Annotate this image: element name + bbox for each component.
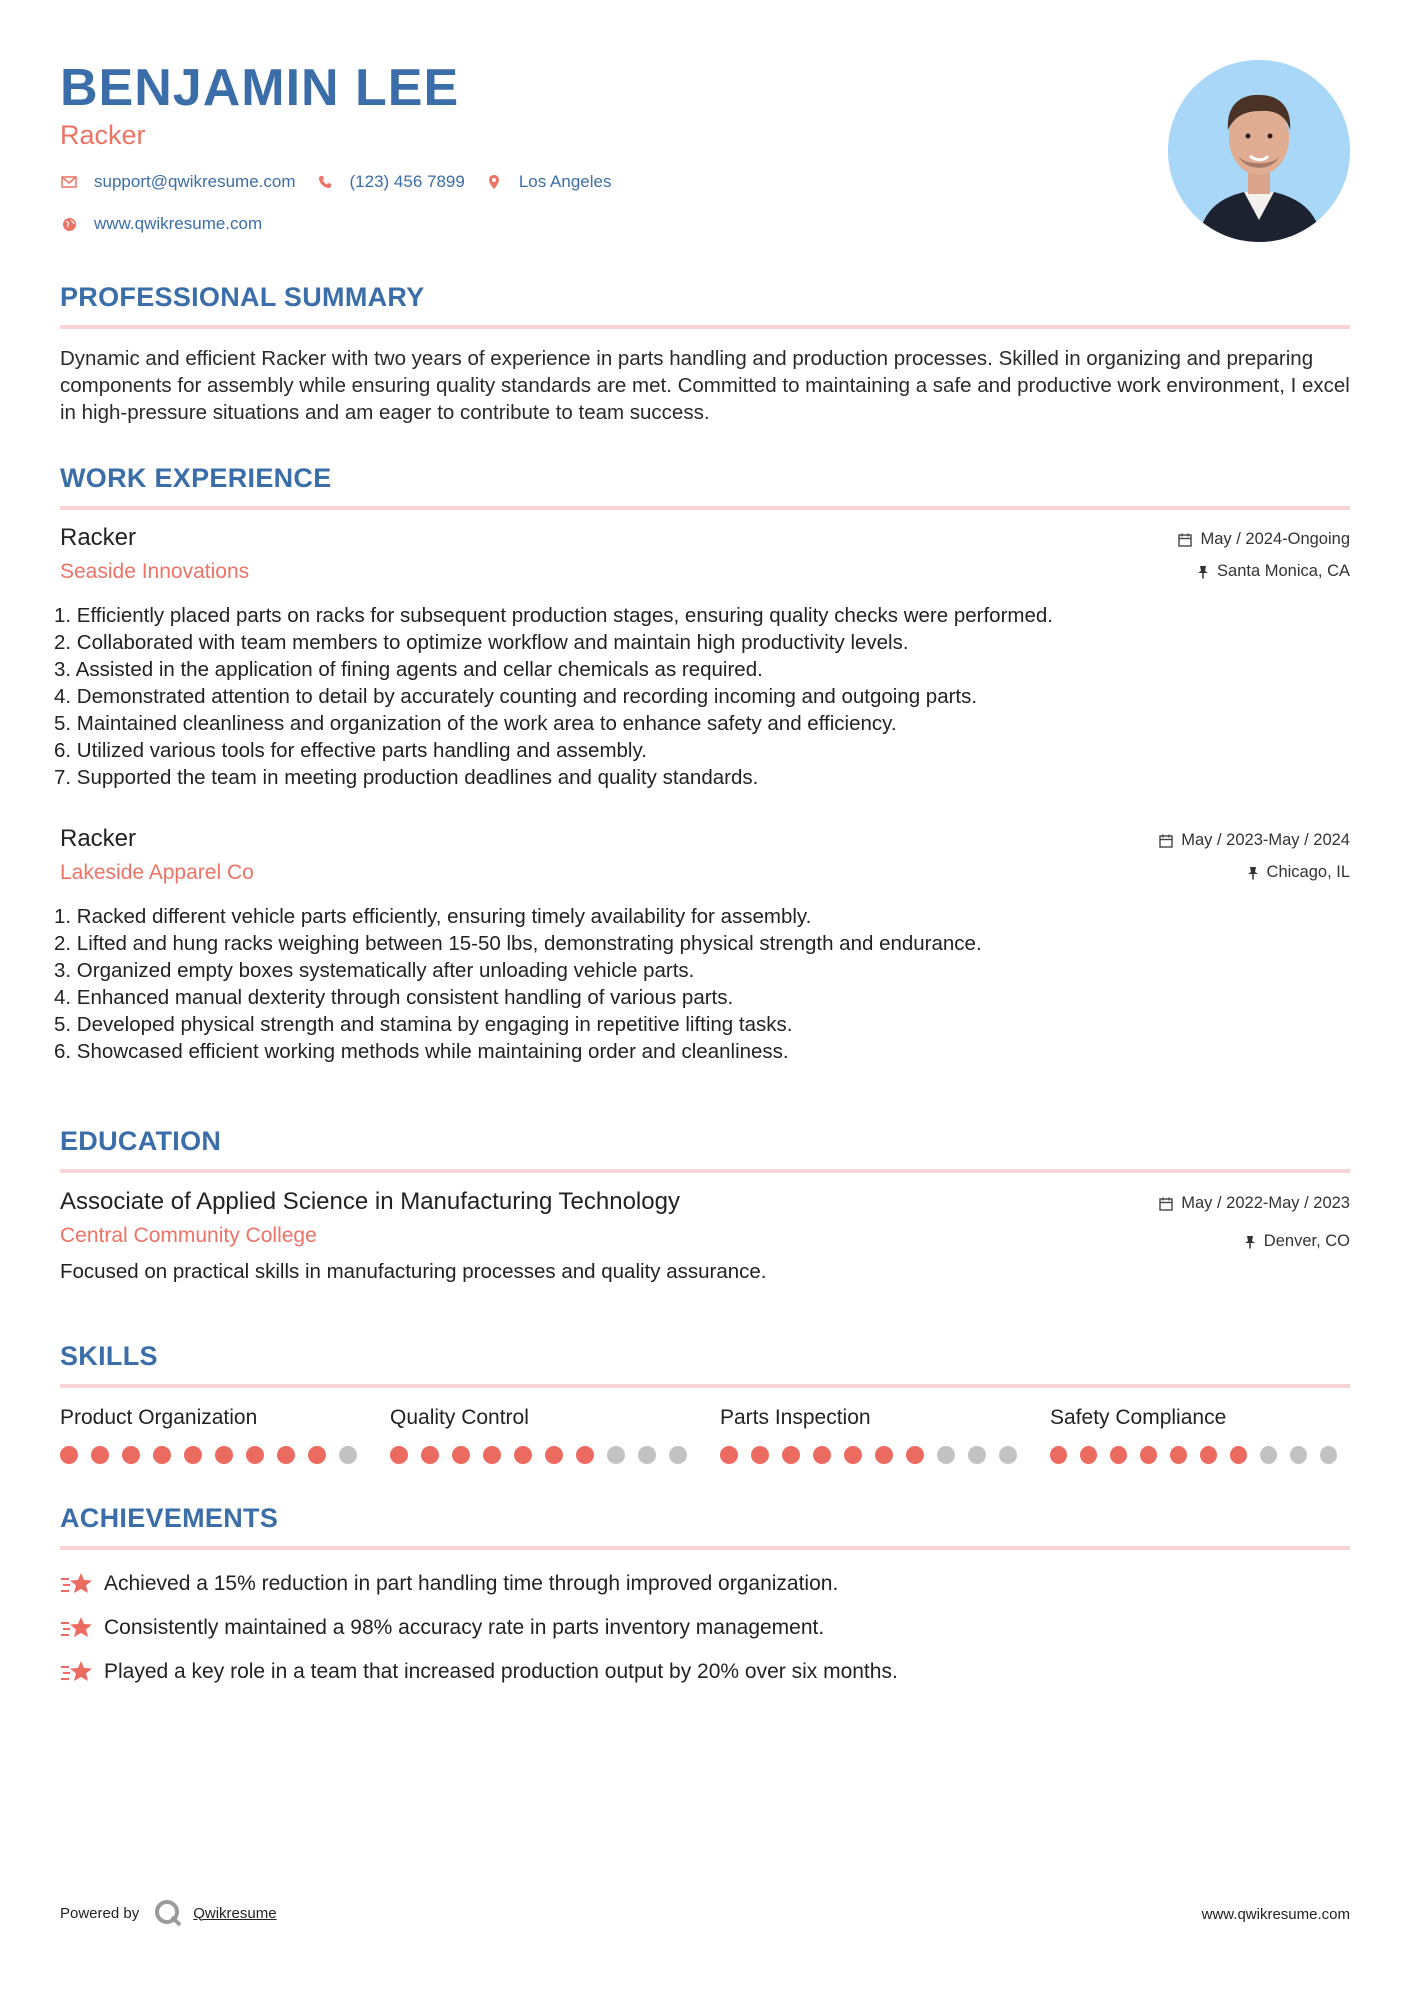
- skill-dot-empty: [1320, 1446, 1337, 1464]
- skill-dot-empty: [607, 1446, 625, 1464]
- skill-dot-filled: [246, 1446, 264, 1464]
- skill-name: Quality Control: [390, 1406, 529, 1429]
- website-text: www.qwikresume.com: [94, 214, 263, 233]
- skill-dot-filled: [1080, 1446, 1097, 1464]
- experience-section: [60, 463, 1350, 510]
- education-date: [1159, 1194, 1350, 1213]
- phone-text: (123) 456 7899: [349, 172, 465, 191]
- footer-powered-by: [60, 1898, 277, 1928]
- skill-dot-filled: [452, 1446, 470, 1464]
- skill-dot-filled: [1050, 1446, 1067, 1464]
- phone-icon: [316, 173, 334, 191]
- skill-dot-empty: [339, 1446, 357, 1464]
- brand-link[interactable]: Qwikresume: [193, 1904, 277, 1922]
- skill-dot-filled: [277, 1446, 295, 1464]
- job-location: [1197, 562, 1350, 581]
- globe-icon: [60, 215, 78, 233]
- skill-dot-filled: [184, 1446, 202, 1464]
- skill-name: Safety Compliance: [1050, 1406, 1227, 1429]
- skill-dot-filled: [751, 1446, 769, 1464]
- section-divider: [60, 1546, 1350, 1550]
- skill-dot-filled: [906, 1446, 924, 1464]
- job-date-text: May / 2024-Ongoing: [1200, 530, 1350, 548]
- school-name: Central Community College: [60, 1224, 317, 1247]
- job-bullet: 2. Collaborated with team members to optimize workflow and maintain high productivity levels.: [54, 631, 909, 654]
- skill-dot-empty: [638, 1446, 656, 1464]
- skills-section: [60, 1341, 1350, 1464]
- skill-dot-filled: [782, 1446, 800, 1464]
- skill-dot-empty: [999, 1446, 1017, 1464]
- job-company: Lakeside Apparel Co: [60, 861, 254, 884]
- education-location-text: Denver, CO: [1263, 1232, 1350, 1250]
- website-row: [60, 214, 282, 234]
- section-divider: [60, 325, 1350, 329]
- skill-dot-filled: [153, 1446, 171, 1464]
- skill-dot-filled: [875, 1446, 893, 1464]
- job-title: Racker: [60, 524, 137, 551]
- achievement-text: Consistently maintained a 98% accuracy rate in parts inventory management.: [104, 1616, 825, 1639]
- job-bullet: 3. Assisted in the application of fining agents and cellar chemicals as required.: [54, 658, 763, 681]
- job-bullet: 4. Enhanced manual dexterity through consistent handling of various parts.: [54, 986, 734, 1009]
- job-title: Racker: [60, 825, 137, 852]
- resume-page: [54, 0, 1350, 1990]
- education-location: [1244, 1232, 1350, 1251]
- skill-dot-filled: [60, 1446, 78, 1464]
- skill-dot-filled: [122, 1446, 140, 1464]
- job-bullet: 6. Utilized various tools for effective parts handling and assembly.: [54, 739, 647, 762]
- skill-dot-filled: [1110, 1446, 1127, 1464]
- pushpin-icon: [1247, 866, 1259, 880]
- email-item[interactable]: [60, 172, 296, 192]
- skill-dot-filled: [514, 1446, 532, 1464]
- skill-dot-filled: [813, 1446, 831, 1464]
- achievement-item: [60, 1562, 1350, 1606]
- achievements-heading: ACHIEVEMENTS: [60, 1503, 279, 1533]
- contact-row: [60, 172, 631, 192]
- qwikresume-logo-icon: [153, 1898, 183, 1928]
- skills-heading: SKILLS: [60, 1341, 158, 1371]
- phone-item[interactable]: [316, 172, 465, 192]
- achievements-section: [60, 1503, 1350, 1694]
- job-bullet: 7. Supported the team in meeting production deadlines and quality standards.: [54, 766, 759, 789]
- footer-website[interactable]: www.qwikresume.com: [1201, 1906, 1350, 1923]
- skill-dot-filled: [576, 1446, 594, 1464]
- job-bullet: 3. Organized empty boxes systematically after unloading vehicle parts.: [54, 959, 695, 982]
- job-bullet: 4. Demonstrated attention to detail by accurately counting and recording incoming and outgoing parts.: [54, 685, 978, 708]
- achievement-item: [60, 1650, 1350, 1694]
- skill-dot-filled: [1230, 1446, 1247, 1464]
- skill-dot-filled: [91, 1446, 109, 1464]
- job-location-text: Santa Monica, CA: [1217, 562, 1350, 580]
- skill-name: Parts Inspection: [720, 1406, 871, 1429]
- job-location: [1247, 863, 1350, 882]
- job-bullet: 1. Efficiently placed parts on racks for subsequent production stages, ensuring quality checks were performed.: [54, 604, 1053, 627]
- job-date: [1178, 530, 1350, 549]
- skill-dot-filled: [390, 1446, 408, 1464]
- candidate-name: BENJAMIN LEE: [60, 59, 460, 117]
- section-divider: [60, 1384, 1350, 1388]
- mail-icon: [60, 173, 78, 191]
- job-bullet: 1. Racked different vehicle parts efficiently, ensuring timely availability for assembly.: [54, 905, 812, 928]
- skill-name: Product Organization: [60, 1406, 258, 1429]
- job-bullets: [54, 602, 1053, 791]
- location-item: [485, 172, 612, 192]
- skill-dot-empty: [1260, 1446, 1277, 1464]
- achievement-text: Achieved a 15% reduction in part handling time through improved organization.: [104, 1572, 839, 1595]
- calendar-icon: [1159, 1197, 1173, 1211]
- summary-section: [60, 282, 1350, 426]
- website-item[interactable]: [60, 214, 262, 234]
- candidate-role: Racker: [60, 120, 146, 150]
- calendar-icon: [1159, 834, 1173, 848]
- job-bullet: 2. Lifted and hung racks weighing between 15-50 lbs, demonstrating physical strength and endurance.: [54, 932, 982, 955]
- star-award-icon: [60, 1658, 94, 1686]
- experience-heading: WORK EXPERIENCE: [60, 463, 332, 493]
- job-date: [1159, 831, 1350, 850]
- section-divider: [60, 506, 1350, 510]
- education-description: Focused on practical skills in manufacturing processes and quality assurance.: [60, 1260, 767, 1283]
- star-award-icon: [60, 1570, 94, 1598]
- skill-rating: [1050, 1446, 1350, 1464]
- email-text: support@qwikresume.com: [94, 172, 296, 191]
- skill-dot-filled: [1170, 1446, 1187, 1464]
- powered-by-label: Powered by: [60, 1904, 140, 1922]
- achievement-item: [60, 1606, 1350, 1650]
- skill-dot-filled: [1140, 1446, 1157, 1464]
- location-text: Los Angeles: [518, 172, 612, 191]
- skill-dot-empty: [968, 1446, 986, 1464]
- profile-photo: [1168, 60, 1350, 242]
- calendar-icon: [1178, 533, 1192, 547]
- education-heading: EDUCATION: [60, 1126, 222, 1156]
- job-bullets: [54, 903, 982, 1065]
- skill-item: [60, 1406, 390, 1464]
- skill-rating: [720, 1446, 1050, 1464]
- skill-dot-filled: [483, 1446, 501, 1464]
- education-section: [60, 1126, 1350, 1173]
- summary-heading: PROFESSIONAL SUMMARY: [60, 282, 425, 312]
- skill-dot-empty: [937, 1446, 955, 1464]
- job-company: Seaside Innovations: [60, 560, 250, 583]
- skills-list: [60, 1406, 1350, 1464]
- job-date-text: May / 2023-May / 2024: [1181, 831, 1350, 849]
- skill-item: [1050, 1406, 1350, 1464]
- skill-dot-empty: [669, 1446, 687, 1464]
- skill-item: [390, 1406, 720, 1464]
- skill-item: [720, 1406, 1050, 1464]
- job-location-text: Chicago, IL: [1266, 863, 1350, 881]
- skill-rating: [60, 1446, 390, 1464]
- skill-dot-filled: [1200, 1446, 1217, 1464]
- skill-dot-filled: [308, 1446, 326, 1464]
- map-pin-icon: [485, 173, 503, 191]
- achievement-text: Played a key role in a team that increased production output by 20% over six months.: [104, 1660, 898, 1683]
- skill-dot-filled: [720, 1446, 738, 1464]
- section-divider: [60, 1169, 1350, 1173]
- education-date-text: May / 2022-May / 2023: [1181, 1194, 1350, 1212]
- job-bullet: 5. Developed physical strength and stamina by engaging in repetitive lifting tasks.: [54, 1013, 793, 1036]
- skill-rating: [390, 1446, 720, 1464]
- summary-text: Dynamic and efficient Racker with two years of experience in parts handling and production processes. Skilled in organizing and preparing components for assembly while ensuring quality standards are met. Committed to maintaining a safe and productive work environment, I excel in high-pressure situations and am eager to contribute to team success.: [60, 347, 1350, 424]
- pushpin-icon: [1244, 1235, 1256, 1249]
- star-award-icon: [60, 1614, 94, 1642]
- skill-dot-filled: [215, 1446, 233, 1464]
- achievements-list: [60, 1562, 1350, 1694]
- skill-dot-filled: [545, 1446, 563, 1464]
- skill-dot-empty: [1290, 1446, 1307, 1464]
- skill-dot-filled: [421, 1446, 439, 1464]
- degree-title: Associate of Applied Science in Manufacturing Technology: [60, 1188, 680, 1215]
- job-bullet: 5. Maintained cleanliness and organization of the work area to enhance safety and efficiency.: [54, 712, 897, 735]
- pushpin-icon: [1197, 565, 1209, 579]
- skill-dot-filled: [844, 1446, 862, 1464]
- job-bullet: 6. Showcased efficient working methods while maintaining order and cleanliness.: [54, 1040, 789, 1063]
